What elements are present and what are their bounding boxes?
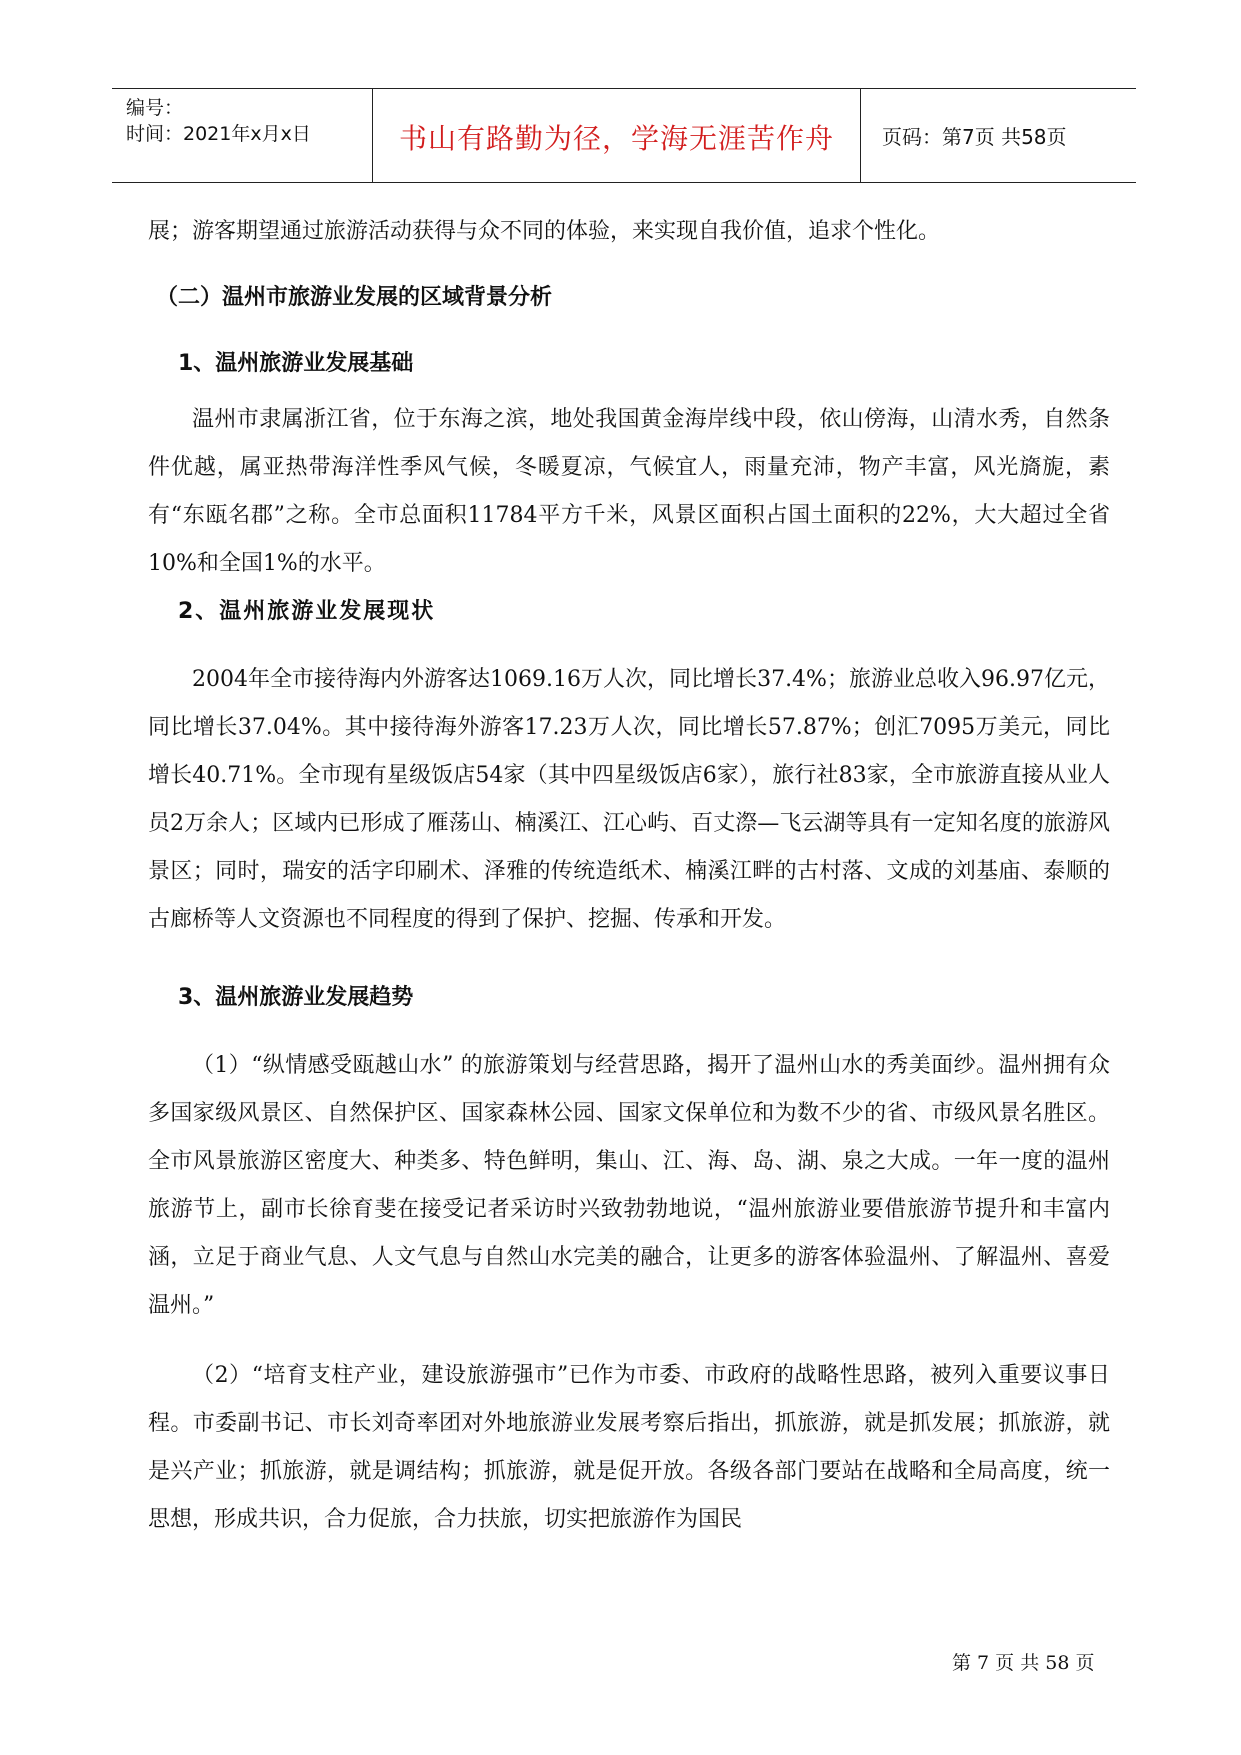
header-motto: 书山有路勤为径，学海无涯苦作舟 [398,122,834,155]
header-motto-cell [372,89,861,182]
page-footer: 第 7 页 共 58 页 [952,1652,1095,1674]
subsection-heading-3: 3、温州旅游业发展趋势 [178,985,414,1010]
paragraph-trend-2: （2）“培育支柱产业，建设旅游强市”已作为市委、市政府的战略性思路，被列入重要议事日程。市委副书记、市长刘奇率团对外地旅游业发展考察后指出，抓旅游，就是抓发展；抓旅游，就是兴产业；抓旅游，就是调结构；抓旅游，就是促开放。各级各部门要站在战略和全局高度，统一思想，形成共识，合力促旅，合力扶旅，切实把旅游作为国民 [148,1363,1110,1532]
document-number-label: 编号： [126,97,184,119]
header-page-info: 页码：第7页 共58页 [882,125,1067,149]
page-header [112,88,1136,183]
header-page-cell [860,89,1136,182]
paragraph-foundation: 温州市隶属浙江省，位于东海之滨，地处我国黄金海岸线中段，依山傍海，山清水秀，自然条件优越，属亚热带海洋性季风气候，冬暖夏凉，气候宜人，雨量充沛，物产丰富，风光旖旎，素有“东瓯名郡”之称。全市总面积11784平方千米，风景区面积占国土面积的22%，大大超过全省10%和全国1%的水平。 [148,407,1110,576]
paragraph-status: 2004年全市接待海内外游客达1069.16万人次，同比增长37.4%；旅游业总收入96.97亿元，同比增长37.04%。其中接待海外游客17.23万人次，同比增长57.87%；创汇7095万美元，同比增长40.71%。全市现有星级饭店54家（其中四星级饭店6家），旅行社83家，全市旅游直接从业人员2万余人；区域内已形成了雁荡山、楠溪江、江心屿、百丈漈—飞云湖等具有一定知名度的旅游风景区；同时，瑞安的活字印刷术、泽雅的传统造纸术、楠溪江畔的古村落、文成的刘基庙、泰顺的古廊桥等人文资源也不同程度的得到了保护、挖掘、传承和开发。 [148,667,1110,932]
document-body [148,208,1110,1544]
section-heading: （二）温州市旅游业发展的区域背景分析 [156,285,553,310]
subsection-heading-2: 2、温州旅游业发展现状 [178,599,436,624]
paragraph-trend-1: （1）“纵情感受瓯越山水” 的旅游策划与经营思路，揭开了温州山水的秀美面纱。温州拥有众多国家级风景区、自然保护区、国家森林公园、国家文保单位和为数不少的省、市级风景名胜区。全市风景旅游区密度大、种类多、特色鲜明，集山、江、海、岛、湖、泉之大成。一年一度的温州旅游节上，副市长徐育斐在接受记者采访时兴致勃勃地说，“温州旅游业要借旅游节提升和丰富内涵，立足于商业气息、人文气息与自然山水完美的融合，让更多的游客体验温州、了解温州、喜爱温州。” [148,1053,1110,1318]
paragraph-continuation: 展；游客期望通过旅游活动获得与众不同的体验，来实现自我价值，追求个性化。 [148,219,941,244]
header-meta [112,89,372,182]
subsection-heading-1: 1、温州旅游业发展基础 [178,351,414,376]
document-date: 时间：2021年x月x日 [126,123,311,145]
